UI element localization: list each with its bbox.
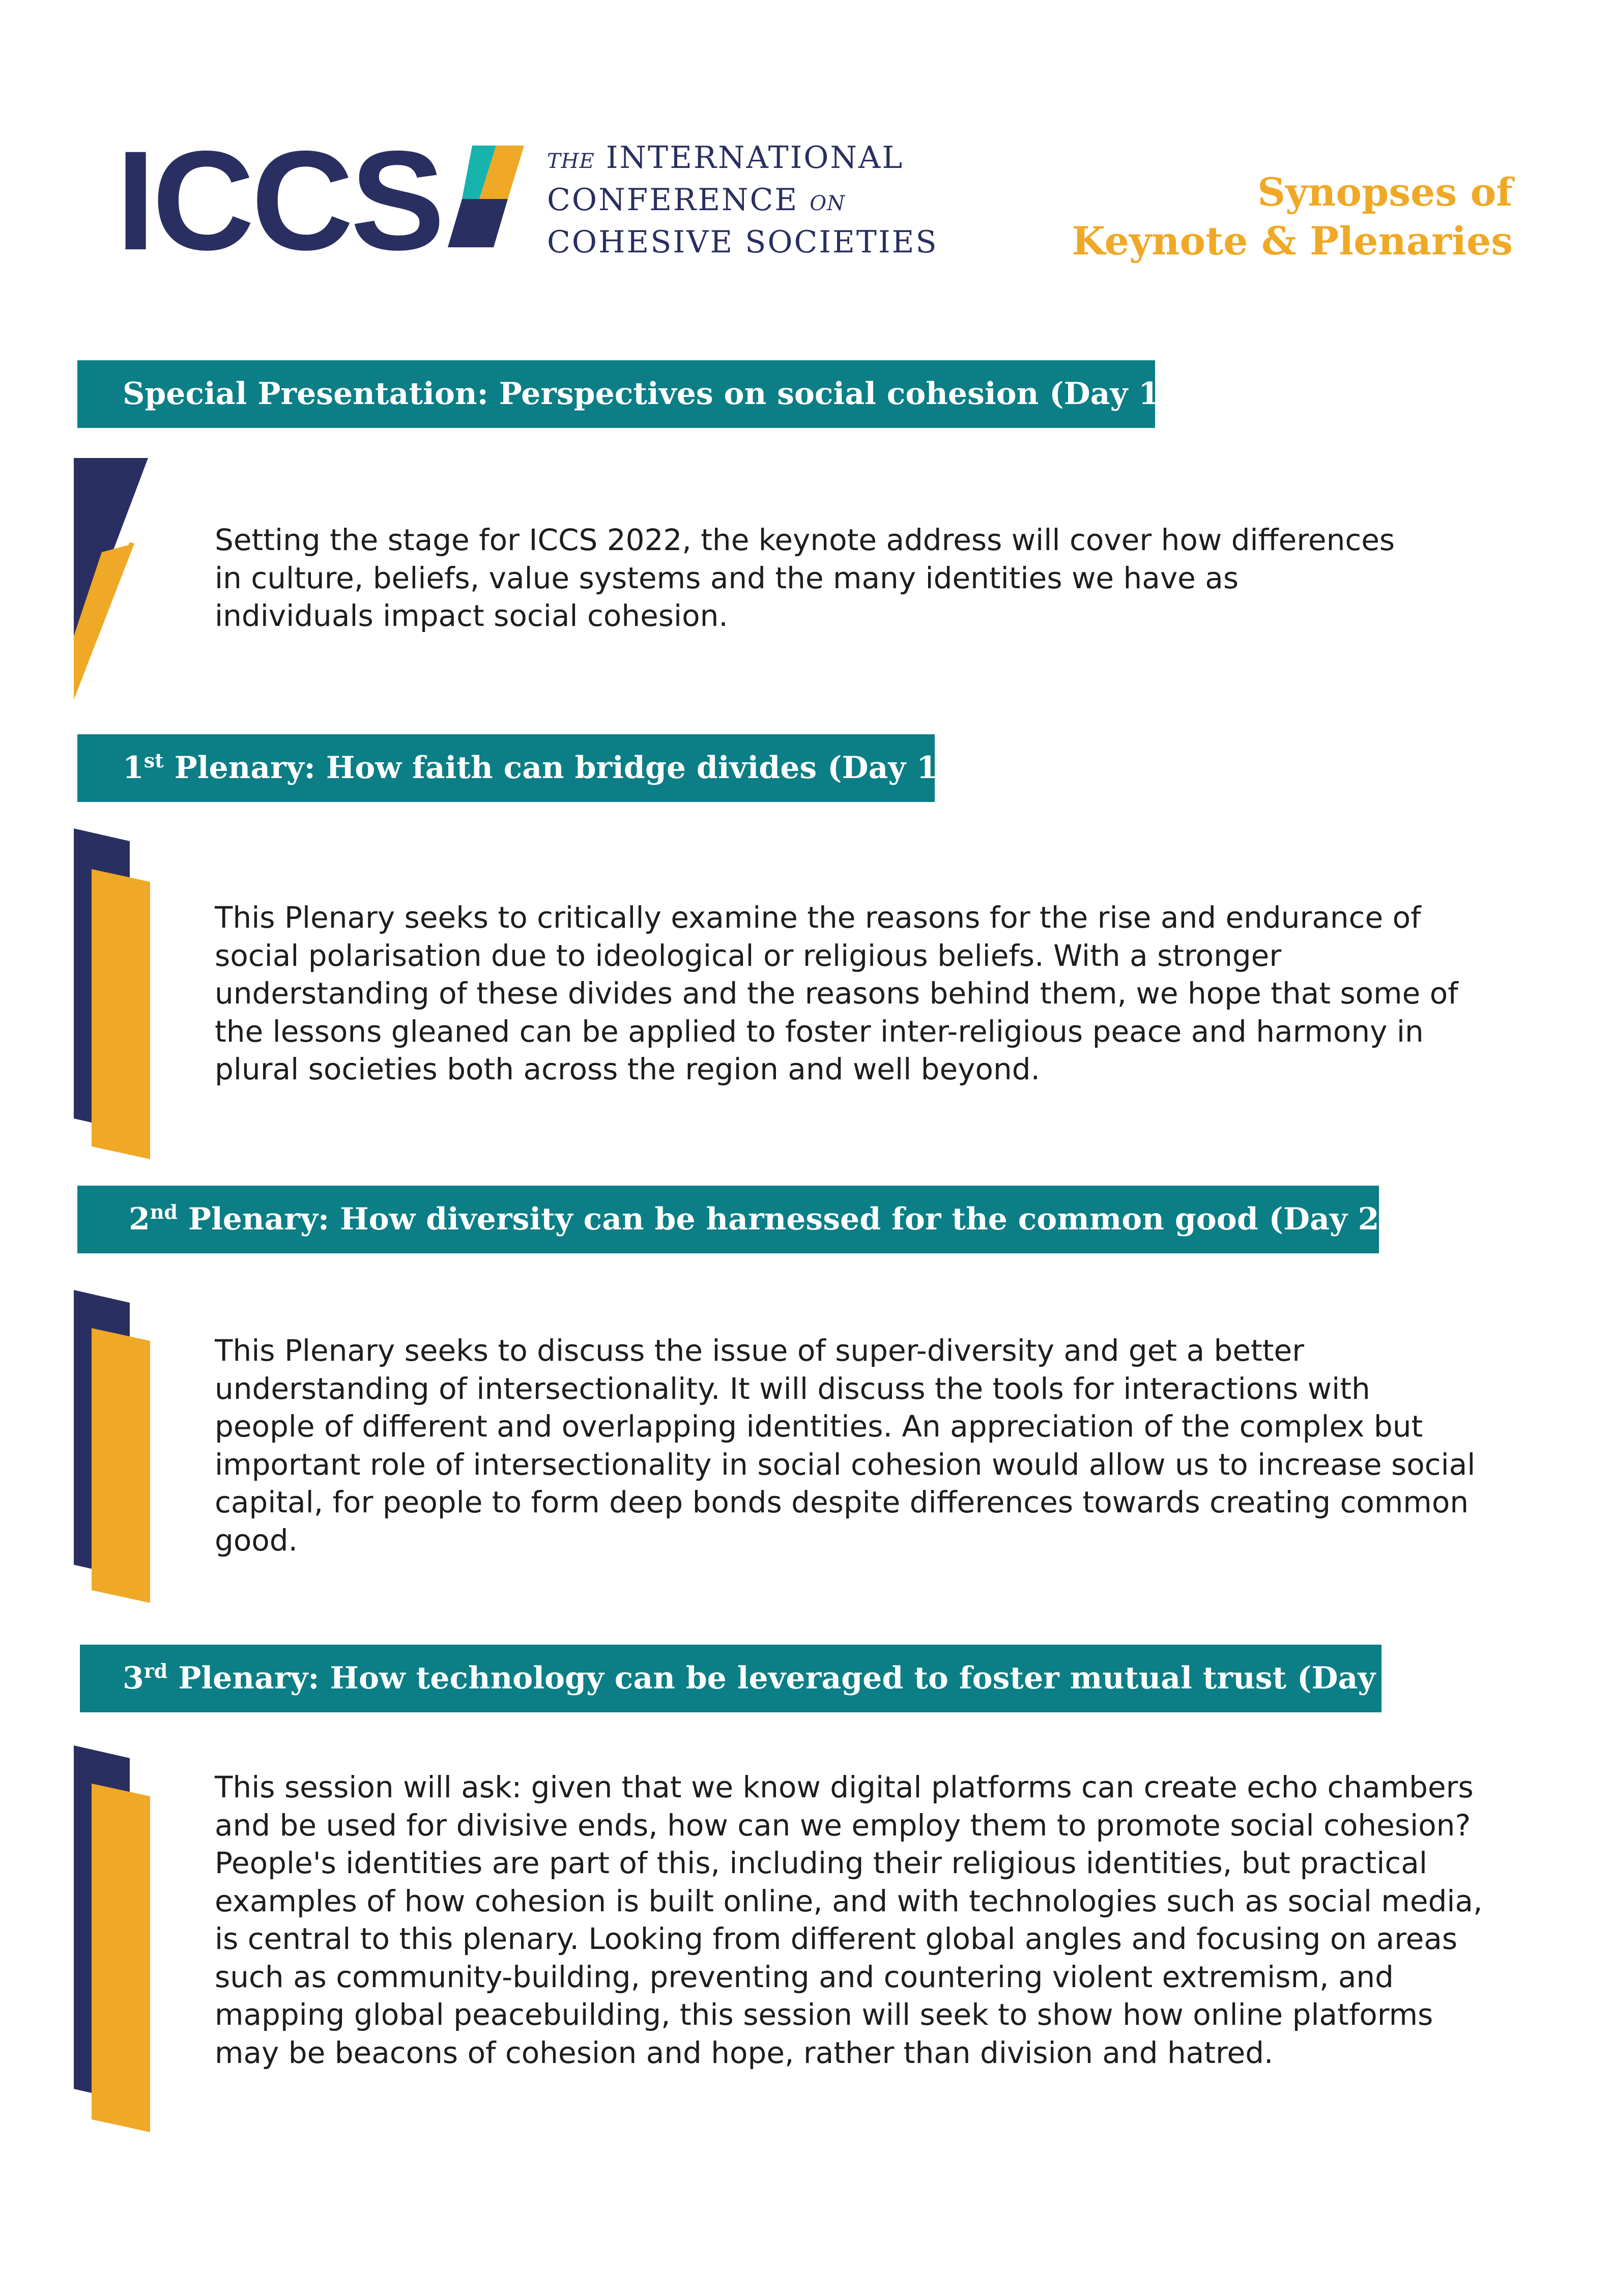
- section-heading-special: [77, 360, 1174, 428]
- decorative-bars-icon: [74, 828, 155, 1159]
- page-title-line1: Synopses of: [1257, 169, 1513, 215]
- tagline-line3: COHESIVE SOCIETIES: [547, 224, 938, 260]
- heading-ordinal: st: [143, 749, 164, 772]
- tagline-line1: INTERNATIONAL: [606, 140, 904, 176]
- conference-tagline: [547, 138, 938, 262]
- section-heading-text: Plenary: How faith can bridge divides (Day 1): [163, 750, 953, 786]
- tagline-on: ON: [810, 192, 846, 215]
- section-body-special: Setting the stage for ICCS 2022, the keynote address will cover how differences in culture, beliefs, value systems and the many identities we have as individuals impact social cohesion.: [215, 523, 1395, 633]
- iccs-logo-mark: [448, 146, 524, 247]
- heading-number: 2: [129, 1201, 150, 1237]
- tagline-the: THE: [547, 150, 595, 173]
- section-heading-text: Plenary: How technology can be leveraged to foster mutual trust (Day 2): [167, 1660, 1422, 1696]
- heading-number: 1: [123, 750, 144, 786]
- heading-ordinal: rd: [143, 1659, 168, 1682]
- section-heading-text: Plenary: How diversity can be harnessed for the common good (Day 2): [177, 1201, 1394, 1237]
- tagline-line2: CONFERENCE: [547, 182, 799, 218]
- section-heading-plenary-3: [80, 1645, 1422, 1712]
- decorative-bars-icon: [74, 1745, 155, 2132]
- section-heading-plenary-2: [77, 1186, 1394, 1253]
- heading-number: 3: [123, 1660, 144, 1696]
- decorative-bars-icon: [74, 1290, 155, 1603]
- section-body-plenary-3: This session will ask: given that we know digital platforms can create echo chambers and be used for divisive ends, how can we employ them to promote social cohesion? People's identities are part of this, including their religious identities, but practical examples of how cohesion is built online, and with technologies such as social media, is central to this plenary. Looking from different global angles and focusing on areas such as community-building, preventing and countering violent extremism, and mapping global peacebuilding, this session will seek to show how online platforms may be beacons of cohesion and hope, rather than division and hatred.: [215, 1770, 1483, 2070]
- section-body-plenary-2: This Plenary seeks to discuss the issue of super-diversity and get a better understanding of intersectionality. It will discuss the tools for interactions with people of different and overlapping identities. An appreciation of the complex but important role of intersectionality in social cohesion would allow us to increase social capital, for people to form deep bonds despite differences towards creating common good.: [215, 1333, 1476, 1558]
- decorative-stripe-icon: [74, 458, 155, 700]
- section-heading-text: Special Presentation: Perspectives on social cohesion (Day 1): [123, 376, 1174, 412]
- page-title-line2: Keynote & Plenaries: [1072, 218, 1513, 264]
- section-body-plenary-1: This Plenary seeks to critically examine the reasons for the rise and endurance of social polarisation due to ideological or religious beliefs. With a stronger understanding of these divides and the reasons behind them, we hope that some of the lessons gleaned can be applied to foster inter-religious peace and harmony in plural societies both across the region and well beyond.: [215, 900, 1458, 1086]
- iccs-logo-wordmark: ICCS: [116, 121, 442, 279]
- section-heading-plenary-1: [77, 734, 953, 802]
- page-title: [1072, 168, 1513, 266]
- heading-ordinal: nd: [150, 1200, 178, 1223]
